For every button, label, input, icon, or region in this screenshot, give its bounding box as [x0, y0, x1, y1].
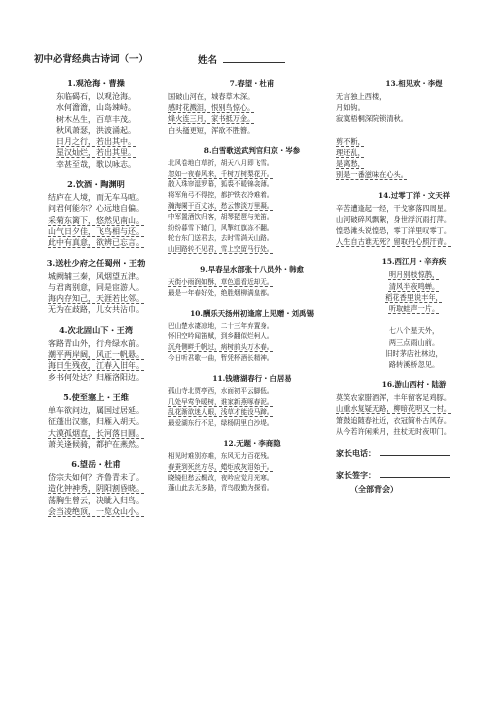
poem-line-text: 莫笑农家腊酒浑，丰年留客足鸡豚。 — [336, 393, 452, 403]
poem-line-text: 征蓬出汉塞，归雁入胡天。 — [48, 417, 144, 427]
poem-line — [30, 282, 162, 293]
name-label: 姓名 — [198, 55, 218, 66]
poem-line — [30, 483, 162, 494]
poem-line — [30, 136, 162, 147]
page-title: 初中必背经典古诗词（一） — [34, 54, 149, 65]
poem-line — [30, 416, 162, 427]
poem-line — [30, 91, 162, 102]
poem-title: 6.望岳・杜甫 — [71, 459, 121, 470]
poem-line — [336, 125, 492, 136]
poem-line — [336, 102, 492, 113]
poem-line-text: 纷纷暮雪下辕门，风掣红旗冻不翻。 — [168, 223, 274, 232]
poem-line-text: 秋风萧瑟，洪波涌起。 — [56, 125, 136, 135]
poem-line — [30, 159, 162, 170]
poem-line — [30, 271, 162, 282]
poem-line-text: 海日生残夜，江春入旧年。 — [48, 361, 144, 371]
poem-line-text: 无言独上西楼， — [336, 92, 387, 101]
poem-line — [168, 321, 336, 332]
poem-line — [168, 102, 336, 113]
poem-line — [168, 277, 336, 288]
poem-block — [336, 78, 492, 181]
poem-line — [168, 353, 336, 364]
poem-line — [168, 451, 336, 462]
poem-line — [168, 331, 336, 342]
poem-line-text: 北风卷地白草折，胡天八月即飞雪。 — [168, 158, 274, 167]
poem-line — [336, 392, 492, 403]
parent-signature-label: 家长签字： — [336, 470, 376, 481]
poem-title: 11.钱塘湖春行・白居易 — [212, 373, 292, 383]
poem-line — [168, 201, 336, 212]
poem-line-text: 明月别枝惊鹊， — [388, 270, 440, 280]
poem-block — [30, 179, 162, 248]
poem-line-text: 山河破碎风飘絮，身世浮沉雨打萍。 — [336, 214, 452, 224]
poem-line — [30, 472, 162, 483]
poem-line — [30, 405, 162, 416]
poem-line — [168, 223, 336, 234]
poem-line — [336, 225, 492, 236]
poem-title: 5.使至塞上・王维 — [63, 391, 129, 402]
poem-line — [30, 215, 162, 226]
poem-line — [336, 203, 492, 214]
poem-line-text: 水何澹澹，山岛竦峙。 — [56, 103, 136, 113]
poem-line-text: 乡书何处达？归雁洛阳边。 — [48, 372, 144, 382]
poem-line — [30, 439, 162, 450]
poem-line — [168, 397, 336, 408]
poem-line — [336, 113, 492, 124]
poem-line-text: 星汉灿烂，若出其里。 — [56, 148, 136, 158]
poem-line-text: 中军置酒饮归客，胡琴琵琶与羌笛。 — [168, 212, 274, 221]
poem-line-text: 清风半夜鸣蝉。 — [388, 281, 440, 291]
poem-line-text: 人生自古谁无死？留取丹心照汗青。 — [336, 237, 452, 247]
poem-line-text: 乱花渐欲迷人眼，浅草才能没马蹄。 — [168, 408, 274, 417]
poem-line — [336, 325, 492, 336]
poem-line-text: 无为在歧路，儿女共沾巾。 — [48, 305, 144, 315]
poem-line-text: 相见时难别亦难，东风无力百花残。 — [168, 451, 274, 460]
poem-line-text: 瀚海阑干百丈冰，愁云惨淡万里凝。 — [168, 202, 274, 210]
poem-title: 2.饮酒・陶渊明 — [67, 179, 125, 190]
poem-line-text: 两三点雨山前。 — [388, 337, 440, 347]
poem-title: 10.酬乐天扬州初逢席上见赠・刘禹锡 — [190, 308, 314, 318]
poem-line-text: 旧时茅店社林边， — [385, 348, 443, 358]
poem-line-text: 与君离别意，同是宦游人。 — [48, 282, 144, 292]
poem-line — [336, 236, 492, 247]
poem-block — [336, 379, 492, 437]
poem-line — [30, 506, 162, 517]
poem-line — [168, 342, 336, 353]
poem-line-text: 日月之行，若出其中。 — [56, 137, 136, 147]
poem-title: 4.次北固山下・王湾 — [58, 324, 134, 335]
poem-line — [168, 288, 336, 299]
poem-title: 13.相见欢・李煜 — [385, 79, 443, 88]
poem-line-text: 晓镜但愁云鬓改，夜吟应觉月光寒。 — [168, 473, 274, 482]
footer-note: （全部背会） — [350, 484, 398, 495]
poem-line-text: 城阙辅三秦，风烟望五津。 — [48, 271, 144, 281]
poem-line-text: 采菊东篱下，悠然见南山。 — [48, 215, 144, 225]
poem-line-text: 萧关逢候骑，都护在燕然。 — [48, 439, 144, 449]
poem-title: 8.白雪歌送武判官归京・岑参 — [203, 145, 301, 155]
poem-block — [30, 392, 162, 450]
poem-line — [168, 169, 336, 180]
parent-phone[interactable] — [336, 447, 492, 459]
poem-line — [30, 203, 162, 214]
poem-line-text: 七八个星天外， — [388, 326, 440, 336]
poem-line-text: 感时花溅泪，恨别鸟惊心。 — [168, 103, 255, 113]
poem-line-text: 几处早莺争暖树，谁家新燕啄春泥。 — [168, 397, 274, 406]
poem-title: 12.无题・李商隐 — [223, 438, 281, 448]
poem-line — [336, 359, 492, 370]
poem-line — [168, 244, 336, 255]
poem-line — [30, 338, 162, 349]
poem-line — [336, 348, 492, 359]
poem-line — [336, 292, 492, 303]
poem-block — [336, 256, 492, 370]
poem-line-text: 山气日夕佳，飞鸟相与还。 — [48, 226, 144, 236]
poem-line — [30, 226, 162, 237]
poem-line — [30, 237, 162, 248]
poem-title: 16.游山西村・陆游 — [381, 380, 447, 390]
poem-line — [336, 158, 492, 169]
poem-line — [168, 125, 336, 136]
poem-title: 14.过零丁洋・文天祥 — [378, 190, 450, 200]
poem-line — [30, 293, 162, 304]
column-3 — [336, 78, 492, 495]
poem-line-text: 海内存知己，天涯若比邻。 — [48, 294, 144, 304]
poem-line-text: 轮台东门送君去，去时雪满天山路。 — [168, 234, 274, 243]
poem-title: 1.观沧海・曹操 — [67, 78, 125, 88]
poem-line — [336, 303, 492, 314]
poem-line — [30, 147, 162, 158]
poem-line-text: 问君何能尔？心远地自偏。 — [48, 204, 144, 214]
poem-line-text: 将军角弓不得控，都护铁衣冷难着。 — [168, 191, 274, 200]
poem-line-text: 箫鼓追随春社近，衣冠简朴古风存。 — [336, 415, 452, 425]
poem-line-text: 潮平两岸阔，风正一帆悬。 — [48, 350, 144, 360]
poem-line — [168, 462, 336, 473]
poem-block — [30, 325, 162, 383]
poem-block — [168, 438, 336, 494]
poem-line — [30, 495, 162, 506]
poem-line — [30, 372, 162, 383]
poem-line-text: 别是一番滋味在心头。 — [336, 170, 408, 180]
poem-line — [168, 190, 336, 201]
parent-signature[interactable] — [336, 469, 492, 481]
poem-line — [168, 113, 336, 124]
poem-line — [336, 214, 492, 225]
poem-line — [168, 386, 336, 397]
poem-line — [30, 360, 162, 371]
poem-line-text: 忽如一夜春风来，千树万树梨花开。 — [168, 169, 274, 178]
poem-line — [336, 91, 492, 102]
poem-line-text: 山回路转不见君，雪上空留马行处。 — [168, 245, 274, 254]
poem-line — [336, 314, 492, 325]
poem-line — [30, 114, 162, 125]
poem-line — [336, 281, 492, 292]
poem-line — [336, 136, 492, 147]
poem-line-text: 最爱湖东行不足，绿杨阴里白沙堤。 — [168, 419, 274, 428]
poem-line-text: 幸甚至哉，歌以咏志。 — [56, 159, 136, 169]
column-3-poems — [336, 78, 492, 437]
poem-title: 9.早春呈水部张十八员外・韩愈 — [200, 264, 304, 274]
poem-line — [336, 426, 492, 437]
poem-title: 15.西江月・辛弃疾 — [381, 257, 447, 267]
poem-line-text: 沉舟侧畔千帆过，病树前头万木春。 — [168, 343, 274, 352]
poem-line-text: 惶恐滩头说惶恐，零丁洋里叹零丁。 — [336, 226, 452, 236]
parent-signature-blank[interactable] — [380, 469, 450, 478]
poem-line — [336, 169, 492, 180]
poem-line-text: 荡胸生曾云，决眦入归鸟。 — [48, 495, 144, 505]
poem-line-text: 理还乱， — [336, 148, 365, 158]
poem-line — [168, 179, 336, 190]
column-1 — [30, 78, 162, 526]
poem-line-text: 怀旧空吟闻笛赋，到乡翻似烂柯人。 — [168, 332, 274, 341]
poem-line — [168, 212, 336, 223]
poem-line-text: 巴山楚水凄凉地，二十三年弃置身。 — [168, 321, 274, 330]
poem-line — [168, 407, 336, 418]
poem-line-text: 今日听君歌一曲，暂凭杯酒长精神。 — [168, 353, 274, 362]
poem-line-text: 烽火连三月，家书抵万金。 — [168, 114, 255, 124]
poem-line-text: 会当凌绝顶，一览众山小。 — [48, 507, 144, 517]
poem-line — [168, 473, 336, 484]
poem-block — [168, 264, 336, 299]
poem-block — [30, 258, 162, 316]
poem-block — [168, 308, 336, 364]
poem-title: 7.春望・杜甫 — [229, 79, 275, 88]
parent-phone-label: 家长电话： — [336, 448, 376, 459]
poem-line-text: 结庐在人境，而无车马喧。 — [48, 193, 144, 203]
poem-line-text: 造化钟神秀，阴阳割昏晓。 — [48, 484, 144, 494]
poem-line-text: 散入珠帘湿罗幕，狐裘不暖锦衾薄。 — [168, 180, 274, 189]
poem-block — [30, 78, 162, 170]
poem-line-text: 天街小雨润如酥，草色遥看近却无。 — [168, 277, 274, 286]
poem-line-text: 岱宗夫如何？齐鲁青未了。 — [48, 473, 144, 483]
poem-line — [336, 415, 492, 426]
poem-line-text: 最是一年春好处，绝胜烟柳满皇都。 — [168, 288, 274, 297]
poem-line — [168, 91, 336, 102]
poem-line — [30, 349, 162, 360]
poem-line-text: 蓬山此去无多路，青鸟殷勤为探看。 — [168, 484, 274, 493]
poem-line-text: 此中有真意，欲辨已忘言。 — [48, 238, 144, 248]
poem-line-text: 国破山河在，城春草木深。 — [168, 92, 255, 101]
poem-block — [168, 78, 336, 136]
poem-line — [30, 304, 162, 315]
poem-line-text: 听取蛙声一片。 — [388, 304, 440, 314]
poem-block — [30, 459, 162, 517]
poem-line-text: 孤山寺北贾亭西，水面初平云脚低。 — [168, 386, 274, 395]
poem-line — [168, 158, 336, 169]
poem-line — [30, 125, 162, 136]
poem-title: 3.送杜少府之任蜀州・王勃 — [46, 257, 146, 268]
name-blank[interactable] — [223, 53, 285, 63]
poem-line — [30, 192, 162, 203]
poem-line-text: 大漠孤烟直，长河落日圆。 — [48, 428, 144, 438]
poem-block — [168, 373, 336, 429]
poem-line — [336, 337, 492, 348]
parent-phone-blank[interactable] — [380, 447, 450, 456]
poem-line-text: 山重水复疑无路，柳暗花明又一村。 — [336, 404, 452, 414]
poem-line-text: 单车欲问边，属国过居延。 — [48, 405, 144, 415]
poem-line — [168, 483, 336, 494]
poem-block — [336, 190, 492, 248]
poem-block — [168, 145, 336, 255]
poem-line — [336, 269, 492, 280]
poem-line-text: 剪不断， — [336, 136, 365, 146]
poem-line-text: 客路青山外，行舟绿水前。 — [48, 338, 144, 348]
poem-line — [336, 147, 492, 158]
poem-line-text: 辛苦遭逢起一经，干戈寥落四周星。 — [336, 203, 452, 213]
poem-line-text: 东临碣石，以观沧海。 — [56, 92, 136, 101]
poem-line — [30, 102, 162, 113]
column-2 — [168, 78, 336, 503]
poem-line-text: 寂寞梧桐深院锁清秋。 — [336, 114, 408, 124]
poem-line-text: 是离愁， — [336, 159, 365, 169]
poem-line — [30, 428, 162, 439]
poem-line-text: 月如钩。 — [336, 103, 365, 113]
poem-line — [336, 403, 492, 414]
poem-line-text: 树木丛生，百草丰茂。 — [56, 114, 136, 124]
poem-line-text: 白头搔更短，浑欲不胜簪。 — [168, 125, 255, 135]
poem-line-text: 从今若许闲乘月，拄杖无时夜叩门。 — [336, 426, 452, 436]
poem-line-text: 稻花香里说丰年， — [385, 292, 443, 302]
poem-line — [168, 233, 336, 244]
poem-line-text: 春蚕到死丝方尽，蜡炬成灰泪始干。 — [168, 462, 274, 471]
poem-line — [168, 418, 336, 429]
poem-line-text: 路转溪桥忽见。 — [388, 360, 440, 370]
name-field[interactable] — [198, 52, 285, 66]
